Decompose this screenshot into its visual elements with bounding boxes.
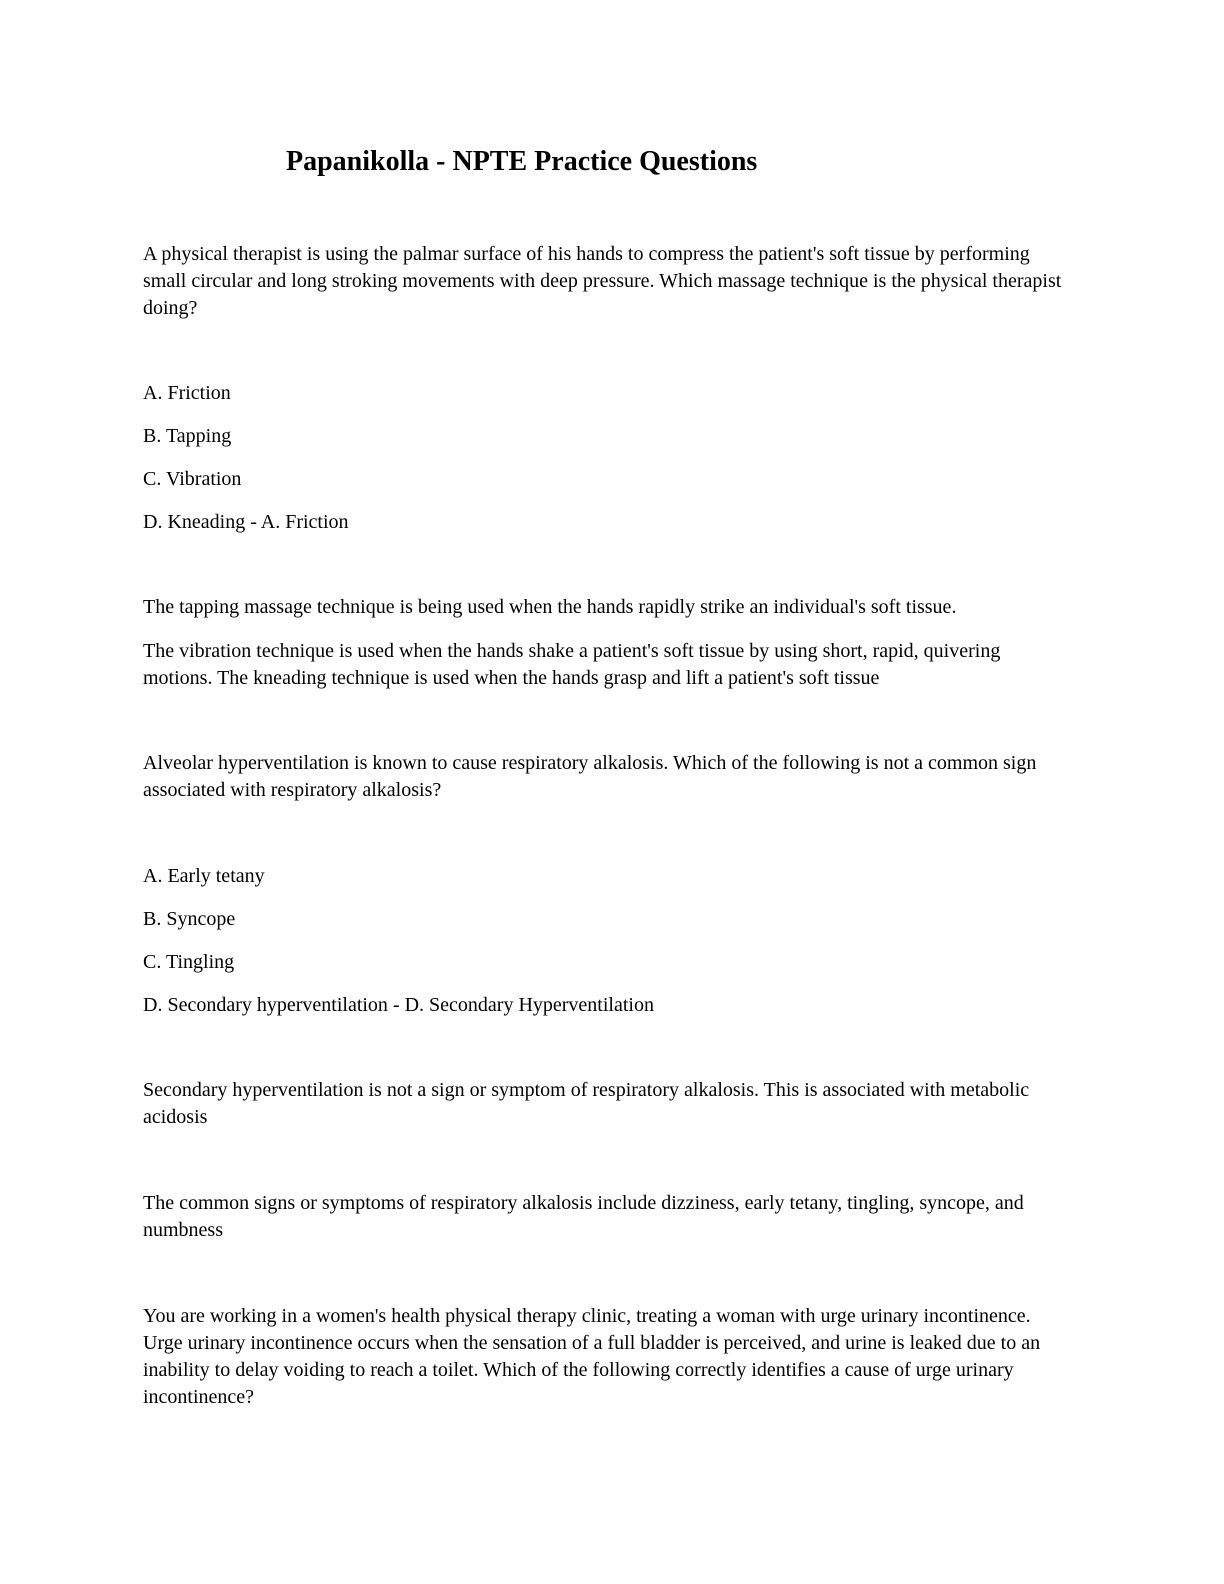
question-1-text: A physical therapist is using the palmar surface of his hands to compress the patient's soft tissue by performing small circular and long stroking movements with deep pressure. Which massage technique is the physical therapist doing? xyxy=(143,243,1062,319)
question-2-text: Alveolar hyperventilation is known to cause respiratory alkalosis. Which of the following is not a common sign associated with respiratory alkalosis? xyxy=(143,752,1037,801)
question-1-option-c: C. Vibration xyxy=(143,468,242,490)
question-2-option-d-answer: D. Secondary hyperventilation - D. Secondary Hyperventilation xyxy=(143,994,654,1016)
question-1-option-a: A. Friction xyxy=(143,382,231,404)
question-2-option-c: C. Tingling xyxy=(143,951,235,973)
page-title: Papanikolla - NPTE Practice Questions xyxy=(286,146,758,177)
question-2-option-b: B. Syncope xyxy=(143,908,236,930)
question-1-explanation-2: The vibration technique is used when the hands shake a patient's soft tissue by using short, rapid, quivering motions. The kneading technique is used when the hands grasp and lift a patient's soft tissue xyxy=(143,640,1001,689)
question-1-option-b: B. Tapping xyxy=(143,425,232,447)
question-3-text: You are working in a women's health physical therapy clinic, treating a woman with urge urinary incontinence. Urge urinary incontinence occurs when the sensation of a full bladder is perceived, and urine is leaked due to an inability to delay voiding to reach a toilet. Which of the following correctly identifies a cause of urge urinary incontinence? xyxy=(143,1305,1041,1408)
question-2-explanation-2: The common signs or symptoms of respiratory alkalosis include dizziness, early tetany, tingling, syncope, and numbness xyxy=(143,1192,1024,1241)
question-1-explanation-1: The tapping massage technique is being used when the hands rapidly strike an individual's soft tissue. xyxy=(143,596,957,618)
question-2-option-a: A. Early tetany xyxy=(143,865,265,887)
question-2-explanation-1: Secondary hyperventilation is not a sign or symptom of respiratory alkalosis. This is associated with metabolic acidosis xyxy=(143,1079,1030,1128)
question-1-option-d-answer: D. Kneading - A. Friction xyxy=(143,511,349,533)
